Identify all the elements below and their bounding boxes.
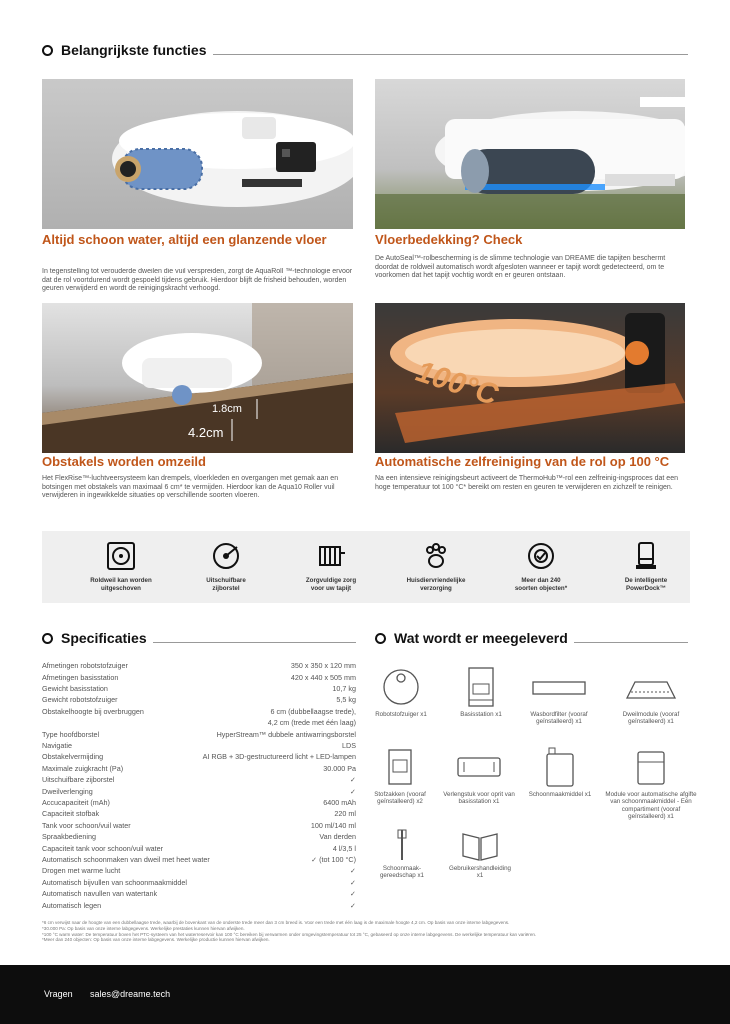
spec-value: 5,5 kg [336,695,356,705]
spec-label: Maximale zuigkracht (Pa) [42,763,124,773]
footnotes: *6 cm verwijst naar de hoogte van een dubbellaagse trede, waarbij de bovenkant van de onderste trede meer dan 3 cm breed is. Voor een trede met één laag is de maximale hoogte 4,2 cm. Op basis van onze interne labgegevens. *30.000 Pa: Op basis van onze interne labgegevens. Werkelijke prestaties kunnen hiervan afwijken. *100 °C warm water: De temperatuur boven het PTC-systeem van het waterreservoir kan 100 °C bereiken bij verwarmen onder omgevingstemperatuur tot 25 °C, gebaseerd op onze interne labgegevens. De werkelijke temperatuur kan variëren. *Meer dan 240 objecten: Op basis van onze interne labgegevens. Werkelijke productie kunnen hiervan afwijken. [42,920,537,943]
spec-row [42,740,356,751]
detergent-icon [539,746,581,788]
feature-title-selfclean: Automatische zelfreiniging van de rol op 100 °C [375,454,670,469]
spec-value: ✓ [349,877,356,887]
spec-row [42,671,356,682]
spec-label: Drogen met warme lucht [42,866,121,876]
box-section-title: Wat wordt er meegeleverd [375,630,688,646]
spec-label: Type hoofdborstel [42,729,100,739]
feature-title-obstacles: Obstakels worden omzeild [42,454,206,469]
spec-value: ✓ [349,889,356,899]
spec-row [42,774,356,785]
paw-icon [421,541,451,571]
feature-photo-selfclean [375,303,685,453]
feature-text-water: In tegenstelling tot verouderde dweilen die vuil verspreiden, zorgt de AquaRoll ™-technologie ervoor dat de rol voortdurend wordt gespoeld tijdens gebruik. Hierdoor blijft de frisheid behouden, worden geuren verwijderd en wordt de reinigingskracht verhoogd. [42,268,353,293]
spec-label: Afmetingen basisstation [42,672,119,682]
spec-label: Spraakbediening [42,832,96,842]
spec-value: 350 x 350 x 120 mm [290,661,356,671]
spec-row [42,854,356,865]
powerdock-icon [631,541,661,571]
icon-band-item-objects: Meer dan 240 soorten objecten* [491,541,591,592]
feature-text-selfclean: Na een intensieve reinigingsbeurt activeert de ThermoHub™-rol een zelfreinig-ingsproces dat een hoge temperatuur tot 100 °C* bereikt om resten en geuren te verwijderen en zichzelf te reinigen. [375,475,678,491]
box-item-dust-bags: Stofzakken (vooraf geïnstalleerd) x2 [362,746,438,806]
footer-email-link[interactable]: sales@dreame.tech [90,989,171,999]
spec-row [42,808,356,819]
spec-value: 10,7 kg [332,683,356,693]
spec-value: 220 ml [334,809,356,819]
footer [0,965,730,1024]
icon-band-item-brush: Uitschuifbare zijborstel [176,541,276,592]
box-item-filter: Wasbordfilter (vooraf geïnstalleerd) x1 [520,666,598,726]
spec-value: 4 l/3,5 l [332,843,356,853]
spec-value: ✓ (tot 100 °C) [311,854,356,864]
feature-photo-water [42,79,353,229]
spec-row [42,888,356,899]
spec-value: 4,2 cm (trede met één laag) [267,718,356,728]
footer-contact-label: Vragen [44,989,73,999]
feature-text-carpet: De AutoSeal™-rolbescherming is de slimme technologie van DREAME die tapijten beschermt doordat de roldweil automatisch wordt afgesloten wanneer er tapijt wordt gedetecteerd, om te voorkomen dat het tapijt vochtig wordt en er geuren ontstaan. [375,255,666,280]
robot-edge-icon [106,541,136,571]
spec-row [42,831,356,842]
spec-row [42,751,356,762]
spec-row [42,797,356,808]
object-recognition-icon [526,541,556,571]
spec-label: Capaciteit tank voor schoon/vuil water [42,843,164,853]
feature-photo-obstacles [42,303,353,453]
spec-label: Uitschuifbare zijborstel [42,775,115,785]
spec-value: 420 x 440 x 505 mm [290,672,356,682]
section-divider [213,54,689,55]
spec-value: 100 ml/140 ml [310,820,356,830]
spec-label: Accucapaciteit (mAh) [42,797,110,807]
spec-label: Dweilverlenging [42,786,93,796]
spec-value: 6 cm (dubbellaagse trede), [270,706,356,716]
side-brush-icon [211,541,241,571]
spec-row [42,785,356,796]
spec-label: Automatisch navullen van watertank [42,889,158,899]
box-item-manual: Gebruikershandleiding x1 [448,828,512,880]
spec-row [42,899,356,910]
spec-label: Obstakelhoogte bij overbruggen [42,706,144,716]
spec-value: ✓ [349,775,356,785]
spec-row [42,865,356,876]
spec-label: Automatisch bijvullen van schoonmaakmiddel [42,877,188,887]
carpet-care-icon [316,541,346,571]
spec-row [42,842,356,853]
icon-band-item-pets: Huisdiervriendelijke verzorging [386,541,486,592]
cleaning-brush-icon [381,828,423,862]
spec-value: LDS [342,740,356,750]
spec-label: Capaciteit stofbak [42,809,100,819]
feature-title-carpet: Vloerbedekking? Check [375,232,523,247]
spec-label: Afmetingen robotstofzuiger [42,661,128,671]
filter-icon [529,666,589,708]
spec-row [42,820,356,831]
obstacle-height-label-1: 1.8cm [212,403,242,415]
section-bullet-icon [42,45,53,56]
ramp-icon [454,746,504,788]
spec-value: 30.000 Pa [323,763,356,773]
manual-icon [459,828,501,862]
spec-label: Automatisch legen [42,900,102,910]
base-station-icon [460,666,502,708]
icon-band-item-powerdock: De intelligente PowerDock™ [596,541,696,592]
box-item-robot: Robotstofzuiger x1 [367,666,435,718]
mop-module-2-icon [630,746,672,788]
section-bullet-icon [375,633,386,644]
spec-label: Navigatie [42,740,72,750]
spec-value: Van derden [319,832,356,842]
box-item-base: Basisstation x1 [447,666,515,718]
box-item-mop-module: Dweilmodule (vooraf geïnstalleerd) x1 [612,666,690,726]
temperature-overlay: 100°C [412,354,502,413]
section-divider [574,642,688,643]
box-item-detergent: Schoonmaakmiddel x1 [522,746,598,798]
feature-title-water: Altijd schoon water, altijd een glanzende vloer [42,232,327,247]
feature-photo-carpet [375,79,685,229]
spec-value: ✓ [349,900,356,910]
spec-row [42,706,356,717]
spec-value: ✓ [349,786,356,796]
spec-row [42,683,356,694]
spec-label: Gewicht basisstation [42,683,108,693]
spec-label: Automatisch schoonmaken van dweil met heet water [42,854,210,864]
spec-label: Obstakelvermijding [42,752,104,762]
spec-label: Tank voor schoon/vuil water [42,820,131,830]
spec-value: 6400 mAh [323,797,356,807]
box-item-cleaning-tool: Schoonmaak-gereedschap x1 [370,828,434,880]
spec-value: ✓ [349,866,356,876]
dust-bag-icon [379,746,421,788]
feature-icon-band [42,531,690,603]
box-item-detergent-module: Module voor automatische afgifte van schoonmaakmiddel - Eén compartiment (vooraf geïnstalleerd) x1 [605,746,697,821]
icon-band-item-roll: Roldweil kan worden uitgeschoven [71,541,171,592]
spec-row [42,763,356,774]
section-bullet-icon [42,633,53,644]
feature-text-obstacles: Het FlexRise™-luchtveersysteem kan drempels, vloerkleden en overgangen met gemak aan en botsingen met obstakels van maximaal 6 cm* te vermijden. Hierdoor kan de Aqua10 Roller vuil verwijderen in ingewikkelde situaties op verschillende soorten vloeren. [42,475,339,500]
features-section-title: Belangrijkste functies [42,42,688,58]
robot-icon [380,666,422,708]
spec-row [42,728,356,739]
spec-row [42,717,356,728]
section-divider [153,642,356,643]
spec-value: AI RGB + 3D-gestructureerd licht + LED-lampen [202,752,356,762]
specs-section-title: Specificaties [42,630,356,646]
icon-band-item-carpet: Zorgvuldige zorg voor uw tapijt [281,541,381,592]
spec-label: Gewicht robotstofzuiger [42,695,118,705]
spec-row [42,877,356,888]
spec-row [42,660,356,671]
spec-row [42,694,356,705]
spec-value: HyperStream™ dubbele antiwarringsborstel [216,729,356,739]
box-item-ramp: Verlengstuk voor oprit van basisstation x1 [438,746,520,806]
mop-module-icon [621,666,681,708]
obstacle-height-label-2: 4.2cm [188,425,224,440]
